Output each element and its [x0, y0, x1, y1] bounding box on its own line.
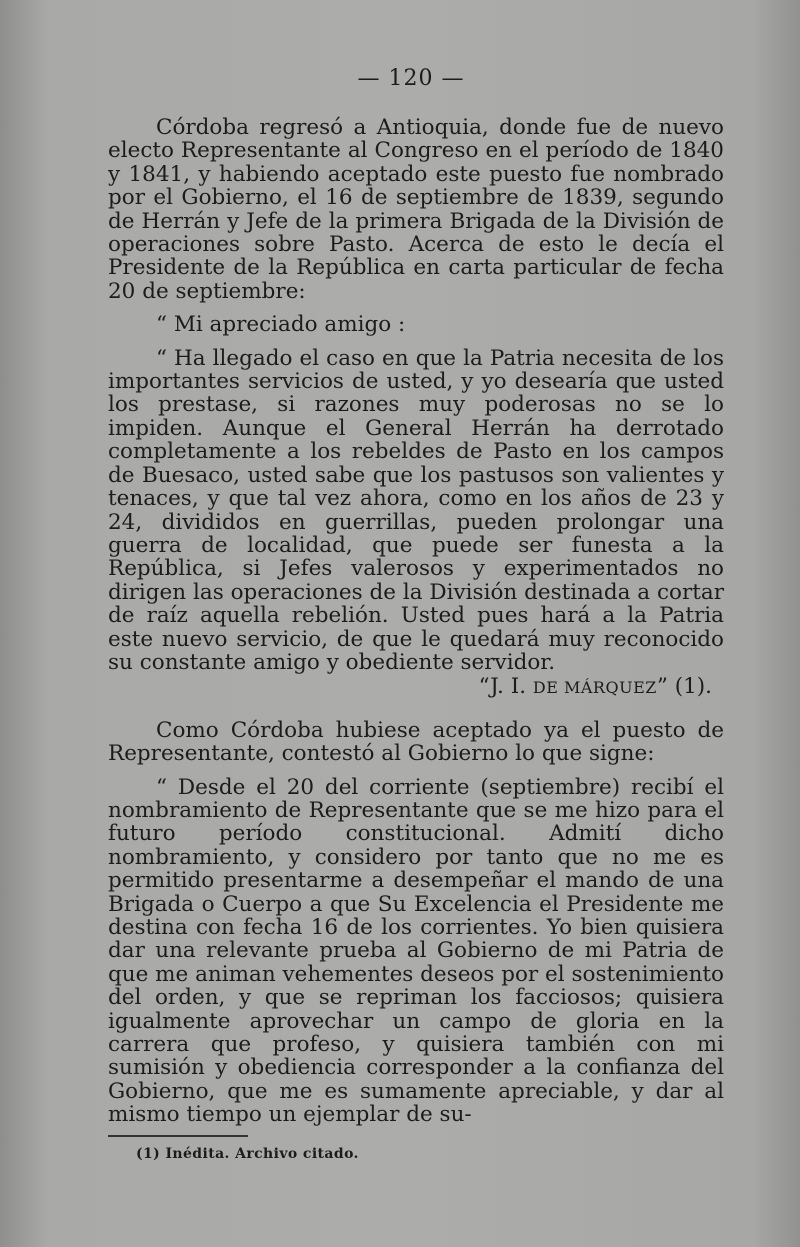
page-number: — 120 —	[357, 66, 465, 91]
reply-letter-body: “ Desde el 20 del corriente (septiembre) recibí el nombramiento de Representante que se me hizo para el futuro período constitucional. Admití dicho nombramiento, y considero por tanto que no me es permitido presentarme a desempeñar el mando de una Brigada o Cuerpo a que Su Excelencia el Presidente me destina con fecha 16 de los corrientes. Yo bien quisiera dar una relevante prueba al Gobierno de mi Patria de que me animan vehementes deseos por el sostenimiento del orden, y que se repriman los facciosos; quisiera igualmente aprovechar un campo de gloria en la carrera que profeso, y quisiera también con mi sumisión y obediencia corresponder a la confianza del Gobierno, que me es sumamente apreciable, y dar al mismo tiempo un ejemplar de su-	[108, 774, 724, 1128]
letter-signature	[108, 675, 724, 699]
signature-close: ” (1).	[656, 674, 712, 700]
body-text	[108, 116, 724, 1127]
footnote-divider	[108, 1135, 248, 1137]
letter-body: “ Ha llegado el caso en que la Patria necesita de los importantes servicios de usted, y yo desearía que usted los prestase, si razones muy poderosas no se lo impiden. Aunque el General Herrán ha derrotado completamente a los rebeldes de Pasto en los campos de Buesaco, usted sabe que los pastusos son valientes y tenaces, y que tal vez ahora, como en los años de 23 y 24, divididos en guerrillas, pueden prolongar una guerra de localidad, que puede ser funesta a la República, si Jefes valerosos y experimentados no dirigen las operaciones de la División destinada a cortar de raíz aquella rebelión. Usted pues hará a la Patria este nuevo servicio, de que le quedará muy reconocido su constante amigo y obediente servidor.	[108, 345, 724, 675]
letter-salutation: “ Mi apreciado amigo :	[156, 312, 406, 338]
paragraph-intro: Córdoba regresó a Antioquia, donde fue de nuevo electo Representante al Congreso en el período de 1840 y 1841, y habiendo aceptado este puesto fue nombrado por el Gobierno, el 16 de septiembre de 1839, segundo de Herrán y Jefe de la primera Brigada de la División de operaciones sobre Pasto. Acerca de esto le decía el Presidente de la República en carta particular de fecha 20 de septiembre:	[108, 115, 724, 304]
footnote: (1) Inédita. Archivo citado.	[136, 1146, 359, 1162]
paragraph-reply-intro: Como Córdoba hubiese aceptado ya el puesto de Representante, contestó al Gobierno lo que signe:	[108, 717, 724, 767]
signature-name: DE MÁRQUEZ	[532, 678, 657, 698]
signature-open: “J. I.	[478, 674, 533, 700]
